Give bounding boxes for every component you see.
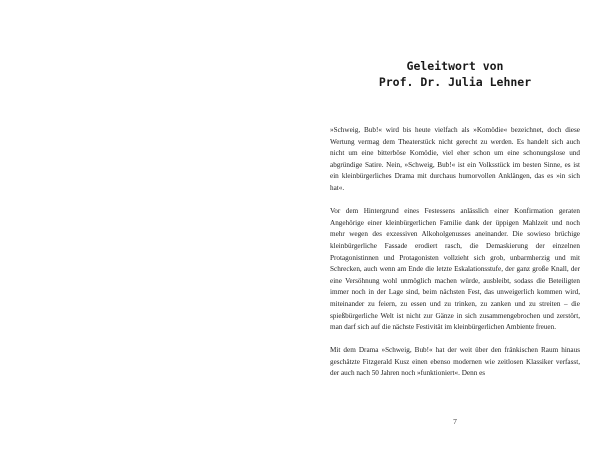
paragraph-1: »Schweig, Bub!« wird bis heute vielfach als »Komödie« bezeichnet, doch diese Wertung vermag dem Theaterstück nicht gerecht zu werden. Es handelt sich auch nicht um eine bitterböse Komödie, viel eher schon um eine schonungslose und abgründige Satire. Nein, »Schweig, Bub!« ist ein Volksstück im besten Sinne, es ist ein kleinbürgerliches Drama mit durchaus humorvollen Anklängen, das es »in sich hat«. bbox=[330, 126, 580, 192]
page-heading bbox=[330, 58, 580, 90]
page-number: 7 bbox=[453, 417, 457, 426]
body-text bbox=[330, 125, 580, 392]
heading-line-2: Prof. Dr. Julia Lehner bbox=[378, 75, 532, 89]
paragraph-2: Vor dem Hintergrund eines Festessens anlässlich einer Konfirmation geraten Angehörige einer kleinbürgerlichen Familie dank der üppigen Mahlzeit und noch mehr wegen des exzessiven Alkoholgenusses aneinander. Die sowieso brüchige kleinbürgerliche Fassade erodiert rasch, die Demaskierung der einzelnen Protagonistinnen und Protagonisten vollzieht sich grob, unbarmherzig und mit Schrecken, auch wenn am Ende die letzte Eskalationsstufe, der ganz große Knall, der eine Versöhnung wohl unmöglich machen würde, ausbleibt, sodass die Beteiligten immer noch in der Lage sind, beim nächsten Fest, das unweigerlich kommen wird, miteinander zu feiern, zu essen und zu trinken, zu zanken und zu streiten – die spießbürgerliche Welt ist nicht zur Gänze in sich zusammengebrochen und zerstört, man darf sich auf die nächste Festivität im kleinbürgerlichen Ambiente freuen. bbox=[330, 207, 580, 332]
heading-line-1: Geleitwort von bbox=[406, 59, 504, 73]
paragraph-3: Mit dem Drama »Schweig, Bub!« hat der weit über den fränkischen Raum hinaus geschätzte Fitzgerald Kusz einen ebenso modernen wie zeitlosen Klassiker verfasst, der auch nach 50 Jahren noch »funktioniert«. Denn es bbox=[330, 346, 580, 378]
